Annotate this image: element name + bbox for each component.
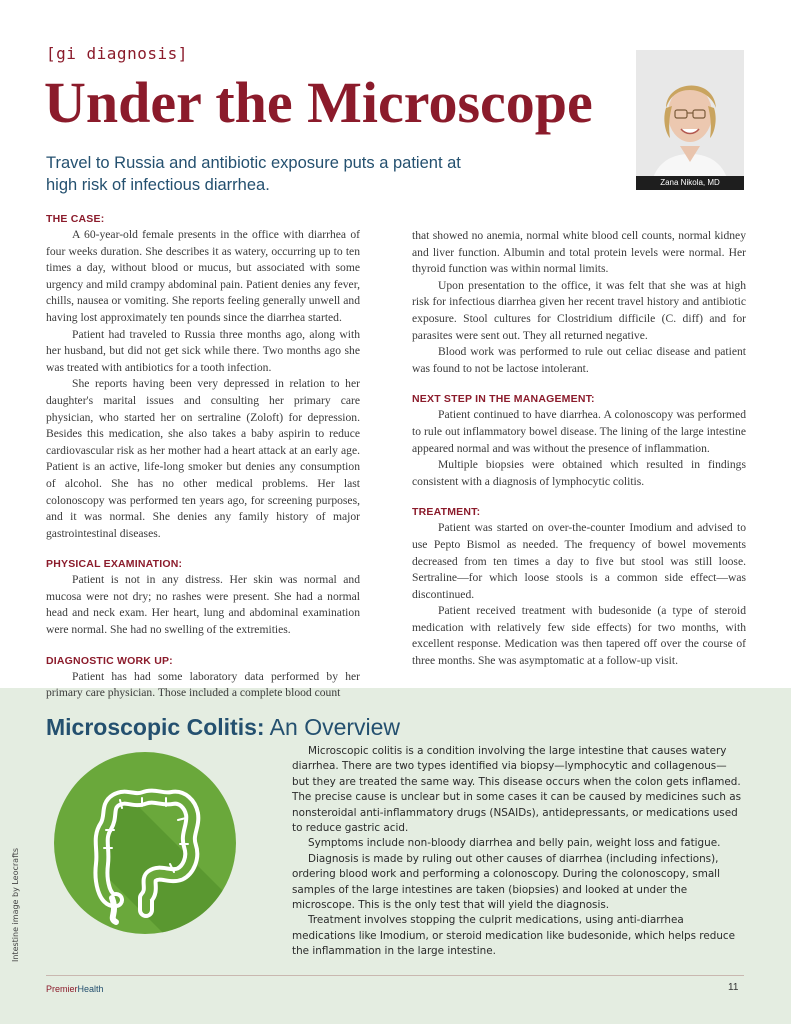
workup-paragraph-1: Patient has had some laboratory data performed by her primary care physician. Those included a complete blood count [46, 669, 360, 700]
intestine-icon [54, 752, 236, 934]
workup-paragraph-1-continued: that showed no anemia, normal white blood cell counts, normal kidney and liver function. Albumin and total protein levels were normal. Her thyroid function was within normal limits. [412, 229, 746, 276]
page-subtitle: Travel to Russia and antibiotic exposure puts a patient at high risk of infectious diarrhea. [46, 154, 461, 194]
overview-paragraph-4: Treatment involves stopping the culprit medications, using anti-diarrhea medications like Imodium, or steroid medication like budesonide, which helps reduce the inflammation in the large intestine. [292, 914, 736, 958]
author-caption: Zana Nikola, MD [636, 176, 744, 190]
treatment-paragraph-2: Patient received treatment with budesonide (a type of steroid medication with relatively few side effects) for two months, with excellent response. Medication was then tapered off over the course of three months. She was asymptomatic at a follow-up visit. [412, 604, 746, 668]
section-tag: [gi diagnosis] [46, 44, 188, 63]
case-paragraph-1: A 60-year-old female presents in the office with diarrhea of four weeks duration. She describes it as watery, occurring up to ten times a day, without blood or mucus, but associated with some urgency and mild crampy abdominal pain. Patient denies any fever, chills, nausea or vomiting. She reports feeling generally unwell and having lost approximately ten pounds since the diarrhea started. [46, 228, 360, 324]
intestine-illustration [54, 752, 236, 934]
treatment-heading: TREATMENT: [412, 506, 481, 519]
overview-title [46, 714, 400, 741]
image-credit: Intestine image by Leocrafts [11, 847, 20, 962]
author-portrait-icon [636, 50, 744, 190]
overview-paragraph-1: Microscopic colitis is a condition involving the large intestine that causes watery diarrhea. There are two types identified via biopsy—lymphocytic and collagenous—but they are treated the same way. This disease occurs when the colon gets inflamed. The precise cause is unclear but in some cases it can be caused by medicines such as nonsteroidal anti-inflammatory drugs (NSAIDs), antidepressants, or medications used to reduce gastric acid. [292, 745, 741, 835]
overview-title-rest: An Overview [264, 714, 401, 740]
case-paragraph-2: Patient had traveled to Russia three months ago, along with her husband, but did not get sick while there. Two months ago she was treated with antibiotics for a tooth infection. [46, 327, 360, 374]
case-heading: THE CASE: [46, 213, 105, 225]
treatment-paragraph-1: Patient was started on over-the-counter Imodium and advised to use Pepto Bismol as needed. The frequency of bowel movements decreased from ten times a day to five but stool was still loose. Sertraline—for which loose stools is a common side effect—was discontinued. [412, 521, 746, 601]
author-photo [636, 50, 744, 190]
workup-paragraph-2: Upon presentation to the office, it was felt that she was at high risk for infectious diarrhea given her recent travel history and antibiotic exposure. Stool cultures for Clostridium difficile (C. diff) and for parasites were sent out. They all returned negative. [412, 278, 746, 342]
footer-logo-part2: Health [77, 984, 104, 994]
workup-paragraph-3: Blood work was performed to rule out celiac disease and patient was found to not be lactose intolerant. [412, 345, 746, 375]
case-paragraph-3: She reports having been very depressed in relation to her daughter's marital issues and consulting her primary care physician, who started her on sertraline (Zoloft) for depression. Besides this medication, she also takes a baby aspirin to reduce cardiovascular risk as her mother had a heart attack at an early age. Patient is an active, life-long smoker but denies any consumption of alcohol. She has no other medical problems. Her last colonoscopy was performed ten years ago, for screening purposes, and it was normal. She denies any family history of major gastrointestinal diseases. [46, 377, 360, 540]
article-column-left [46, 212, 360, 702]
overview-paragraph-3: Diagnosis is made by ruling out other causes of diarrhea (including infections), ordering blood work and performing a colonoscopy. During the colonoscopy, small samples of the large intestines are taken (biopsies) and looked at under the microscope. This is the only test that will yield the diagnosis. [292, 852, 720, 912]
overview-text [292, 744, 742, 960]
exam-paragraph-1: Patient is not in any distress. Her skin was normal and mucosa were not dry; no rashes were present. She had a normal head and neck exam. Her heart, lung and abdominal examination were normal. She had no swelling of the extremities. [46, 573, 360, 637]
overview-paragraph-2: Symptoms include non-bloody diarrhea and belly pain, weight loss and fatigue. [308, 837, 721, 850]
next-step-heading: NEXT STEP IN THE MANAGEMENT: [412, 393, 595, 406]
next-step-paragraph-1: Patient continued to have diarrhea. A colonoscopy was performed to rule out inflammatory bowel disease. The lining of the large intestine appeared normal and was without the presence of inflammation. [412, 408, 746, 455]
workup-heading: DIAGNOSTIC WORK UP: [46, 654, 173, 667]
footer-logo [46, 984, 104, 994]
exam-heading: PHYSICAL EXAMINATION: [46, 558, 183, 571]
page-title: Under the Microscope [44, 70, 593, 135]
footer-divider [46, 975, 744, 976]
next-step-paragraph-2: Multiple biopsies were obtained which resulted in findings consistent with a diagnosis of lymphocytic colitis. [412, 458, 746, 488]
article-column-right [412, 228, 746, 670]
overview-title-bold: Microscopic Colitis: [46, 714, 265, 740]
page-number: 11 [728, 982, 739, 993]
footer-logo-part1: Premier [46, 984, 78, 994]
